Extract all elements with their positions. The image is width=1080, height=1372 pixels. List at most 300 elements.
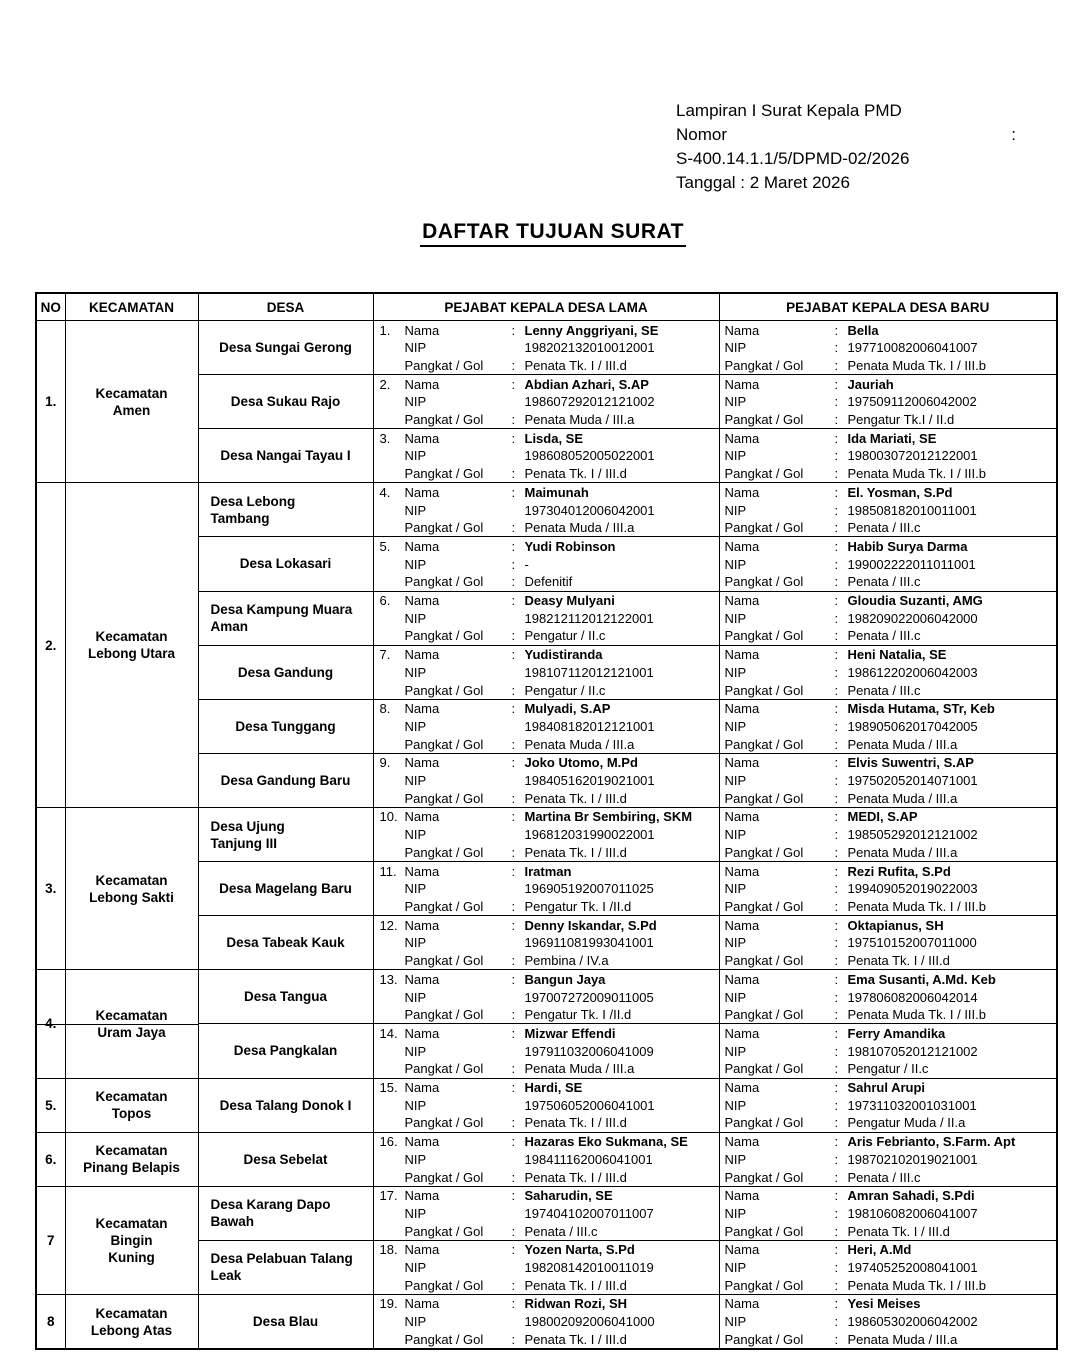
entry-number: 14.	[379, 1025, 398, 1041]
group-number-cell: 3.	[36, 807, 65, 969]
pangkat-old: Pengatur Tk. I /II.d	[524, 1007, 632, 1023]
nip-label: NIP	[724, 1314, 747, 1330]
spacer	[380, 1277, 405, 1294]
nama-label: Nama	[724, 376, 760, 392]
nip-line	[720, 1259, 1057, 1277]
colon: :	[834, 1205, 839, 1221]
nip-line	[374, 609, 719, 627]
pangkat-old: Penata Tk. I / III.d	[524, 844, 627, 860]
nip-label: NIP	[724, 664, 747, 680]
nama-label: Nama	[404, 1188, 440, 1204]
desa-cell	[198, 1078, 373, 1132]
colon	[512, 502, 525, 519]
pangkat-old: Penata Tk. I / III.d	[524, 790, 627, 806]
nama-label: Nama	[404, 376, 440, 392]
desa-name: Bawah	[210, 1214, 255, 1230]
spacer	[380, 1097, 405, 1114]
nip-old: 196812031990022001	[524, 827, 655, 843]
nip-line	[720, 1204, 1057, 1222]
kecamatan-name: Amen	[112, 402, 151, 418]
desa-cell	[198, 375, 373, 429]
pangkat-label: Pangkat / Gol	[724, 1061, 804, 1077]
nip-line	[720, 1096, 1057, 1114]
desa-cell	[198, 1240, 373, 1294]
nama-label: Nama	[724, 755, 760, 771]
nip-label: NIP	[404, 935, 427, 951]
pangkat-label: Pangkat / Gol	[404, 466, 484, 482]
nip-new: 198107052012121002	[847, 1043, 978, 1059]
pangkat-label: Pangkat / Gol	[724, 953, 804, 969]
pejabat-lama-cell	[373, 1294, 719, 1349]
pangkat-old: Pengatur Tk. I /II.d	[524, 899, 632, 914]
nip-line	[720, 934, 1057, 952]
nip-label: NIP	[724, 827, 747, 843]
table-header-row	[36, 293, 1057, 321]
nama-line	[720, 483, 1057, 501]
nomor-line	[676, 123, 1016, 147]
official-name-old: Hardi, SE	[524, 1080, 583, 1096]
kecamatan-name: Kecamatan	[95, 872, 168, 888]
nama-line	[720, 1079, 1057, 1097]
colon: :	[511, 647, 516, 663]
pangkat-label: Pangkat / Gol	[724, 1223, 804, 1239]
pejabat-lama-cell	[373, 591, 719, 645]
nama-line	[720, 321, 1057, 339]
pangkat-label: Pangkat / Gol	[404, 899, 484, 914]
colon: :	[511, 790, 516, 806]
pangkat-line	[720, 1006, 1057, 1024]
desa-name: Desa Talang Donok I	[219, 1097, 352, 1113]
colon	[512, 1043, 525, 1060]
colon: :	[834, 773, 839, 789]
pangkat-old: Penata Tk. I / III.d	[524, 1115, 627, 1131]
pangkat-label: Pangkat / Gol	[404, 1061, 484, 1077]
nama-label: Nama	[724, 430, 760, 446]
colon: :	[834, 520, 839, 536]
page-title: DAFTAR TUJUAN SURAT	[420, 220, 686, 247]
colon: :	[834, 989, 839, 1005]
colon: :	[511, 376, 516, 392]
nama-label: Nama	[724, 1025, 760, 1041]
desa-cell	[198, 753, 373, 807]
nip-line	[374, 1042, 719, 1060]
nip-line	[374, 934, 719, 952]
nip-old: 198608052005022001	[524, 448, 655, 464]
nip-old: 198208142010011019	[524, 1260, 654, 1276]
pejabat-baru-cell	[719, 645, 1057, 699]
pejabat-baru-cell	[719, 699, 1057, 753]
pejabat-lama-cell	[373, 1024, 719, 1078]
nip-line	[374, 772, 719, 790]
spacer	[380, 989, 405, 1006]
official-name-new: Ferry Amandika	[847, 1025, 946, 1041]
pangkat-label: Pangkat / Gol	[724, 1007, 804, 1023]
pangkat-line	[374, 627, 719, 645]
spacer	[380, 502, 405, 519]
nama-line	[374, 862, 719, 880]
pangkat-label: Pangkat / Gol	[404, 1277, 484, 1293]
pangkat-old: Penata Tk. I / III.d	[524, 1331, 627, 1347]
header-desa: DESA	[198, 293, 373, 321]
nip-new: 198106082006041007	[847, 1205, 978, 1221]
pangkat-line	[374, 789, 719, 807]
spacer	[380, 1043, 405, 1060]
nip-old: 197911032006041009	[524, 1043, 654, 1059]
nama-label: Nama	[404, 809, 440, 825]
nip-new: 197502052014071001	[847, 773, 978, 789]
colon: :	[834, 394, 839, 410]
nip-label: NIP	[404, 610, 427, 626]
official-name-old: Mizwar Effendi	[524, 1025, 616, 1041]
spacer	[380, 880, 405, 897]
colon: :	[511, 701, 516, 717]
pangkat-label: Pangkat / Gol	[404, 520, 484, 536]
nip-old: 198408182012121001	[524, 718, 655, 734]
header-pejabat-baru: PEJABAT KEPALA DESA BARU	[719, 293, 1057, 321]
entry-number: 8.	[379, 701, 391, 717]
pangkat-line	[374, 843, 719, 861]
colon: :	[511, 357, 516, 373]
nip-line	[374, 988, 719, 1006]
pangkat-line	[374, 465, 719, 483]
nama-line	[720, 1187, 1057, 1205]
nip-line	[374, 1259, 719, 1277]
nama-line	[374, 1241, 719, 1259]
nip-old: 198202132010012001	[524, 340, 655, 356]
group-number-cell: 2.	[36, 483, 65, 808]
pangkat-new: Penata Muda Tk. I / III.b	[847, 357, 986, 373]
nama-label: Nama	[404, 971, 440, 987]
table-row	[36, 807, 1057, 861]
spacer	[380, 1006, 405, 1023]
nama-line	[374, 321, 719, 339]
nip-line	[374, 447, 719, 465]
colon: :	[511, 556, 516, 572]
official-name-new: Rezi Rufita, S.Pd	[847, 863, 951, 879]
official-name-old: Martina Br Sembiring, SKM	[524, 809, 693, 825]
nip-label: NIP	[724, 773, 747, 789]
colon: :	[834, 357, 839, 373]
official-name-new: MEDI, S.AP	[847, 809, 918, 825]
nip-label: NIP	[724, 1205, 747, 1221]
entry-number: 1.	[379, 322, 391, 338]
nama-line	[374, 375, 719, 393]
colon: :	[834, 682, 839, 698]
nama-label: Nama	[404, 322, 440, 338]
nama-line	[374, 970, 719, 988]
nama-line	[720, 862, 1057, 880]
colon: :	[834, 1080, 839, 1096]
official-name-old: Bangun Jaya	[524, 971, 606, 987]
pangkat-label: Pangkat / Gol	[404, 790, 484, 806]
pangkat-label: Pangkat / Gol	[404, 736, 484, 752]
pangkat-old: Penata Muda / III.a	[524, 412, 635, 428]
pangkat-new: Penata Muda / III.a	[847, 1331, 958, 1347]
colon	[512, 339, 525, 356]
colon: :	[511, 917, 516, 933]
pangkat-new: Penata Muda / III.a	[847, 790, 958, 806]
nama-line	[720, 970, 1057, 988]
official-name-old: Yudistiranda	[524, 647, 603, 663]
pangkat-new: Penata / III.c	[847, 520, 921, 536]
pejabat-baru-cell	[719, 1186, 1057, 1240]
entry-number: 18.	[379, 1242, 398, 1258]
nip-old: 197404102007011007	[524, 1205, 654, 1221]
entry-number: 3.	[379, 430, 391, 446]
letter-reference-block	[676, 99, 1016, 195]
pangkat-label: Pangkat / Gol	[404, 1169, 484, 1185]
group-number-cell: 1.	[36, 321, 65, 483]
nip-line	[720, 663, 1057, 681]
colon: :	[511, 322, 516, 338]
desa-cell	[198, 483, 373, 537]
colon: :	[834, 322, 839, 338]
nip-new: 198505292012121002	[847, 827, 978, 843]
desa-name: Desa Karang Dapo	[210, 1197, 331, 1213]
nama-label: Nama	[724, 484, 760, 500]
desa-cell	[198, 1132, 373, 1186]
pangkat-label: Pangkat / Gol	[404, 1223, 484, 1239]
spacer	[380, 844, 405, 861]
nomor-value: S-400.14.1.1/5/DPMD-02/2026	[676, 149, 910, 168]
colon: :	[511, 1188, 516, 1204]
official-name-old: Lisda, SE	[524, 430, 584, 446]
pangkat-old: Defenitif	[524, 574, 573, 590]
kecamatan-name: Kuning	[108, 1249, 155, 1265]
pejabat-baru-cell	[719, 1024, 1057, 1078]
spacer	[380, 393, 405, 410]
desa-cell	[198, 1294, 373, 1349]
pangkat-line	[720, 789, 1057, 807]
nip-label: NIP	[724, 881, 747, 897]
nama-line	[720, 1241, 1057, 1259]
kecamatan-name: Kecamatan	[95, 1305, 168, 1321]
kecamatan-name: Topos	[111, 1106, 152, 1122]
colon: :	[511, 1277, 516, 1293]
spacer	[380, 826, 405, 843]
colon: :	[834, 1115, 839, 1131]
colon: :	[511, 755, 516, 771]
kecamatan-name: Kecamatan	[95, 629, 168, 645]
nama-label: Nama	[404, 430, 440, 446]
nip-line	[720, 1042, 1057, 1060]
nip-label: NIP	[724, 935, 747, 951]
entry-number: 16.	[379, 1134, 398, 1150]
nip-label: NIP	[404, 448, 427, 464]
nip-line	[374, 555, 719, 573]
nama-line	[720, 808, 1057, 826]
group-number-cell: 7	[36, 1186, 65, 1294]
colon	[512, 772, 525, 789]
nama-line	[720, 916, 1057, 934]
kecamatan-name: Bingin	[110, 1232, 153, 1248]
pangkat-line	[374, 519, 719, 537]
nip-new: 198612202006042003	[847, 664, 978, 680]
nama-line	[374, 592, 719, 610]
pejabat-lama-cell	[373, 1132, 719, 1186]
colon: :	[511, 412, 516, 428]
table-row	[36, 483, 1057, 537]
desa-name: Desa Sebelat	[243, 1151, 328, 1167]
spacer	[380, 772, 405, 789]
colon	[512, 718, 525, 735]
pangkat-old: Pengatur / II.c	[524, 628, 606, 644]
nip-label: NIP	[724, 610, 747, 626]
kecamatan-cell	[65, 483, 198, 808]
pangkat-label: Pangkat / Gol	[404, 953, 484, 969]
nip-new: 197405252008041001	[847, 1260, 978, 1276]
official-name-new: Yesi Meises	[847, 1296, 921, 1312]
colon: :	[834, 790, 839, 806]
spacer	[380, 1259, 405, 1276]
official-name-new: Gloudia Suzanti, AMG	[847, 593, 983, 609]
pangkat-label: Pangkat / Gol	[724, 1331, 804, 1347]
desa-name: Desa Gandung Baru	[220, 772, 351, 788]
pangkat-line	[720, 411, 1057, 429]
lampiran-line: Lampiran I Surat Kepala PMD	[676, 101, 902, 120]
pangkat-old: Penata Muda / III.a	[524, 520, 635, 536]
desa-name: Desa Nangai Tayau I	[220, 448, 351, 464]
nip-old: 197506052006041001	[524, 1097, 655, 1113]
pejabat-baru-cell	[719, 862, 1057, 916]
table-row	[36, 1078, 1057, 1132]
pangkat-line	[374, 1114, 719, 1132]
colon: :	[834, 593, 839, 609]
colon: :	[511, 1080, 516, 1096]
colon: :	[511, 593, 516, 609]
pejabat-baru-cell	[719, 483, 1057, 537]
nama-label: Nama	[724, 322, 760, 338]
pangkat-line	[720, 1276, 1057, 1294]
pejabat-baru-cell	[719, 970, 1057, 1024]
nama-label: Nama	[404, 484, 440, 500]
pejabat-baru-cell	[719, 1294, 1057, 1349]
kecamatan-name: Lebong Sakti	[89, 889, 174, 905]
colon: :	[511, 1007, 516, 1023]
colon: :	[834, 628, 839, 644]
official-name-new: Ema Susanti, A.Md. Keb	[847, 971, 996, 987]
pangkat-new: Penata / III.c	[847, 682, 921, 698]
nip-new: 199409052019022003	[847, 881, 978, 897]
colon: :	[834, 1043, 839, 1059]
table-row	[36, 321, 1057, 375]
nama-label: Nama	[404, 1134, 440, 1150]
entry-number: 17.	[379, 1188, 398, 1204]
colon: :	[511, 1296, 516, 1312]
nip-line	[374, 339, 719, 357]
nama-line	[720, 429, 1057, 447]
nip-line	[720, 393, 1057, 411]
nip-line	[720, 609, 1057, 627]
pangkat-line	[720, 898, 1057, 916]
desa-name: Desa Ujung	[210, 818, 285, 834]
colon: :	[511, 1025, 516, 1041]
official-name-old: Abdian Azhari, S.AP	[524, 376, 649, 392]
nip-label: NIP	[404, 340, 427, 356]
entry-number: 4.	[379, 484, 391, 500]
group-number-cell: 6.	[36, 1132, 65, 1186]
pangkat-label: Pangkat / Gol	[724, 1169, 804, 1185]
desa-name: Desa Sungai Gerong	[219, 340, 352, 356]
colon: :	[511, 1061, 516, 1077]
table-row	[36, 1132, 1057, 1186]
pangkat-line	[720, 735, 1057, 753]
nip-line	[720, 717, 1057, 735]
header-pejabat-lama: PEJABAT KEPALA DESA LAMA	[373, 293, 719, 321]
spacer	[380, 1114, 405, 1131]
nip-new: 198905062017042005	[847, 718, 978, 734]
colon: :	[834, 953, 839, 969]
colon: :	[834, 1314, 839, 1330]
colon: :	[834, 610, 839, 626]
nama-label: Nama	[724, 1188, 760, 1204]
pejabat-baru-cell	[719, 753, 1057, 807]
nama-line	[374, 754, 719, 772]
entry-number: 7.	[379, 647, 391, 663]
colon: :	[511, 538, 516, 554]
colon	[512, 1259, 525, 1276]
pangkat-line	[720, 573, 1057, 591]
colon: :	[511, 1115, 516, 1131]
pangkat-label: Pangkat / Gol	[724, 574, 804, 590]
spacer	[380, 573, 405, 590]
entry-number: 9.	[379, 755, 391, 771]
kecamatan-name: Kecamatan	[95, 1007, 168, 1023]
nip-label: NIP	[404, 718, 427, 734]
desa-name: Desa Lebong	[210, 493, 296, 509]
nama-line	[720, 1133, 1057, 1151]
pangkat-line	[720, 356, 1057, 374]
spacer	[380, 357, 405, 374]
nama-label: Nama	[724, 971, 760, 987]
nip-new: 198003072012122001	[847, 448, 978, 464]
kecamatan-cell	[65, 321, 198, 483]
pangkat-label: Pangkat / Gol	[404, 682, 484, 698]
official-name-old: Mulyadi, S.AP	[524, 701, 611, 717]
pangkat-label: Pangkat / Gol	[724, 520, 804, 536]
nip-label: NIP	[724, 1260, 747, 1276]
official-name-old: Saharudin, SE	[524, 1188, 613, 1204]
nip-label: NIP	[724, 556, 747, 572]
nip-old: 198411162006041001	[524, 1151, 653, 1167]
colon: :	[834, 448, 839, 464]
colon: :	[834, 899, 839, 914]
spacer	[380, 1205, 405, 1222]
official-name-old: Yozen Narta, S.Pd	[524, 1242, 635, 1258]
official-name-old: Denny Iskandar, S.Pd	[524, 917, 657, 933]
desa-name: Desa Lokasari	[239, 556, 332, 572]
colon: :	[834, 935, 839, 951]
desa-name: Desa Kampung Muara	[210, 602, 353, 618]
pangkat-label: Pangkat / Gol	[404, 412, 484, 428]
pangkat-old: Penata Muda / III.a	[524, 736, 635, 752]
nip-label: NIP	[404, 1314, 427, 1330]
desa-name: Desa Magelang Baru	[219, 881, 352, 897]
desa-cell	[198, 1186, 373, 1240]
nama-line	[374, 1079, 719, 1097]
nip-old: 197007272009011005	[524, 989, 654, 1005]
desa-cell	[198, 1024, 373, 1078]
pangkat-old: Pengatur / II.c	[524, 682, 606, 698]
nip-new: 197509112006042002	[847, 394, 977, 410]
entry-number: 15.	[379, 1080, 398, 1096]
nip-label: NIP	[724, 989, 747, 1005]
colon	[512, 1205, 525, 1222]
entry-number: 11.	[379, 863, 397, 879]
nip-line	[374, 717, 719, 735]
spacer	[380, 411, 405, 428]
pejabat-baru-cell	[719, 591, 1057, 645]
